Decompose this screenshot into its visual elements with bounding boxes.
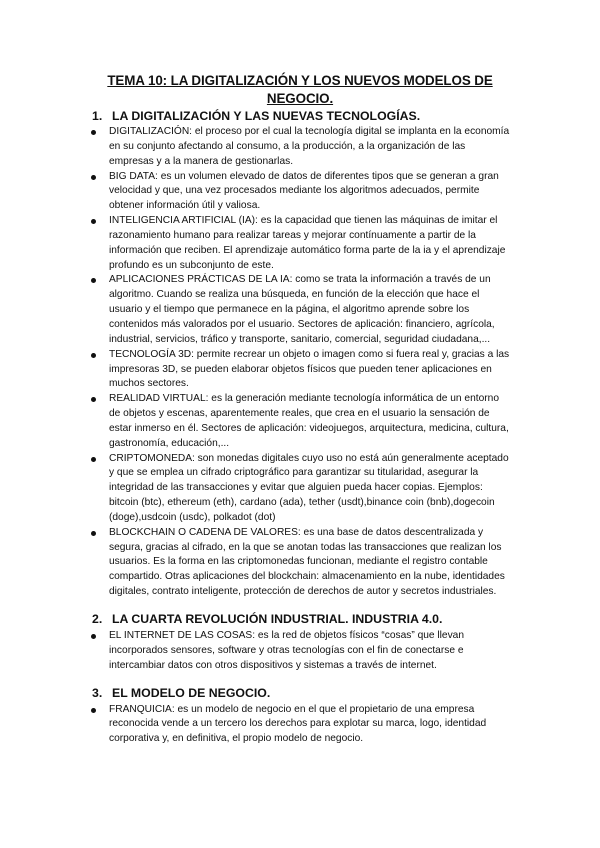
list-item-text: APLICACIONES PRÁCTICAS DE LA IA: como se trata la información a través de un algoritmo. Cuando se realiza una búsqueda, en función de la elección que hace el usuario y el tiempo que permanece en la página, el algoritmo aprende sobre los contenidos más valorados por el usuario. Sectores de aplicación: financiero, agrícola, industrial, servicios, tráfico y transporte, sanitario, comercial, seguridad ciudadana,... [109,274,495,345]
list-item-text: DIGITALIZACIÓN: el proceso por el cual la tecnología digital se implanta en la economía en su conjunto afectando al consumo, a la producción, a la organización de las empresas y a la manera de gestionarlas. [109,126,510,167]
list-item-text: TECNOLOGÍA 3D: permite recrear un objeto o imagen como si fuera real y, gracias a las impresoras 3D, se pueden elaborar objetos físicos que pueden tener aplicaciones en muchos sectores. [109,348,510,390]
section-digitalizacion [90,108,510,600]
list-item [90,273,510,347]
bullet-icon [91,397,96,402]
section-heading [90,685,510,702]
page-title: TEMA 10: LA DIGITALIZACIÓN Y LOS NUEVOS MODELOS DE NEGOCIO. [107,73,493,106]
section-number: 3. [92,685,103,700]
list-item [90,452,510,526]
section-modelo-negocio [90,685,510,748]
list-item [90,703,510,748]
list-item [90,348,510,393]
list-item [90,214,510,273]
bullet-list [90,629,510,674]
section-number: 1. [92,109,103,123]
list-item-text: FRANQUICIA: es un modelo de negocio en el que el propietario de una empresa reconocida vende a un tercero los derechos para explotar su marca, logo, identidad corporativa y, en definitiva, el propio modelo de negocio. [109,703,487,745]
bullet-icon [91,130,96,135]
list-item [90,526,510,600]
list-item-text: REALIDAD VIRTUAL: es la generación mediante tecnología informática de un entorno de objetos y escenas, aparentemente reales, que crea en el usuario la sensación de estar inmerso en él. Sectores de aplicación: videojuegos, arquitectura, medicina, cultura, gastronomía, educación,... [109,393,509,449]
bullet-icon [91,175,96,180]
bullet-icon [91,278,96,283]
list-item-text: BLOCKCHAIN O CADENA DE VALORES: es una base de datos descentralizada y segura, gracias al cifrado, en la que se anotan todas las transacciones que realizan los usuarios. Es la forma en las criptomonedas funcionan, mediante el registro contable compartido. Otras aplicaciones del blockchain: almacenamiento en la nube, identidades digitales, contrato inteligente, protección de derechos de autor y secretos industriales. [109,526,505,598]
bullet-icon [91,457,96,462]
section-cuarta-revolucion [90,611,510,674]
bullet-icon [91,634,96,639]
bullet-icon [91,353,96,358]
list-item [90,125,510,170]
bullet-list [90,125,510,600]
section-heading [90,611,510,628]
list-item-text: EL INTERNET DE LAS COSAS: es la red de objetos físicos “cosas” que llevan incorporados sensores, software y otras tecnologías con el fin de conectarse e intercambiar datos con otros dispositivos y sistemas a través de internet. [109,630,465,671]
section-heading [90,108,510,125]
list-item [90,629,510,674]
section-title: LA DIGITALIZACIÓN Y LAS NUEVAS TECNOLOGÍAS. [112,109,421,123]
section-number: 2. [92,612,103,626]
bullet-icon [91,219,96,224]
section-title: LA CUARTA REVOLUCIÓN INDUSTRIAL. INDUSTRIA 4.0. [112,612,443,626]
list-item [90,392,510,451]
bullet-icon [91,708,96,713]
list-item-text: INTELIGENCIA ARTIFICIAL (IA): es la capacidad que tienen las máquinas de imitar el razonamiento humano para realizar tareas y mejorar contínuamente a partir de la información que reciben. El aprendizaje automático forma parte de la ia y el aprendizaje profundo es un subconjunto de este. [109,215,506,271]
list-item [90,170,510,215]
bullet-icon [91,531,96,536]
list-item-text: CRIPTOMONEDA: son monedas digitales cuyo uso no está aún generalmente aceptado y que se emplea un cifrado criptográfico para garantizar su titularidad, asegurar la integridad de las transacciones y evitar que alguien pueda hacer copias. Ejemplos: bitcoin (btc), ethereum (eth), cardano (ada), tether (usdt),binance coin (bnb),dogecoin (doge),usdcoin (usdc), polkadot (dot) [109,452,509,523]
bullet-list [90,703,510,748]
list-item-text: BIG DATA: es un volumen elevado de datos de diferentes tipos que se generan a gran velocidad y que, una vez procesados mediante los algoritmos adecuados, permite obtener información útil y valiosa. [109,170,499,212]
section-title: EL MODELO DE NEGOCIO. [112,685,271,700]
